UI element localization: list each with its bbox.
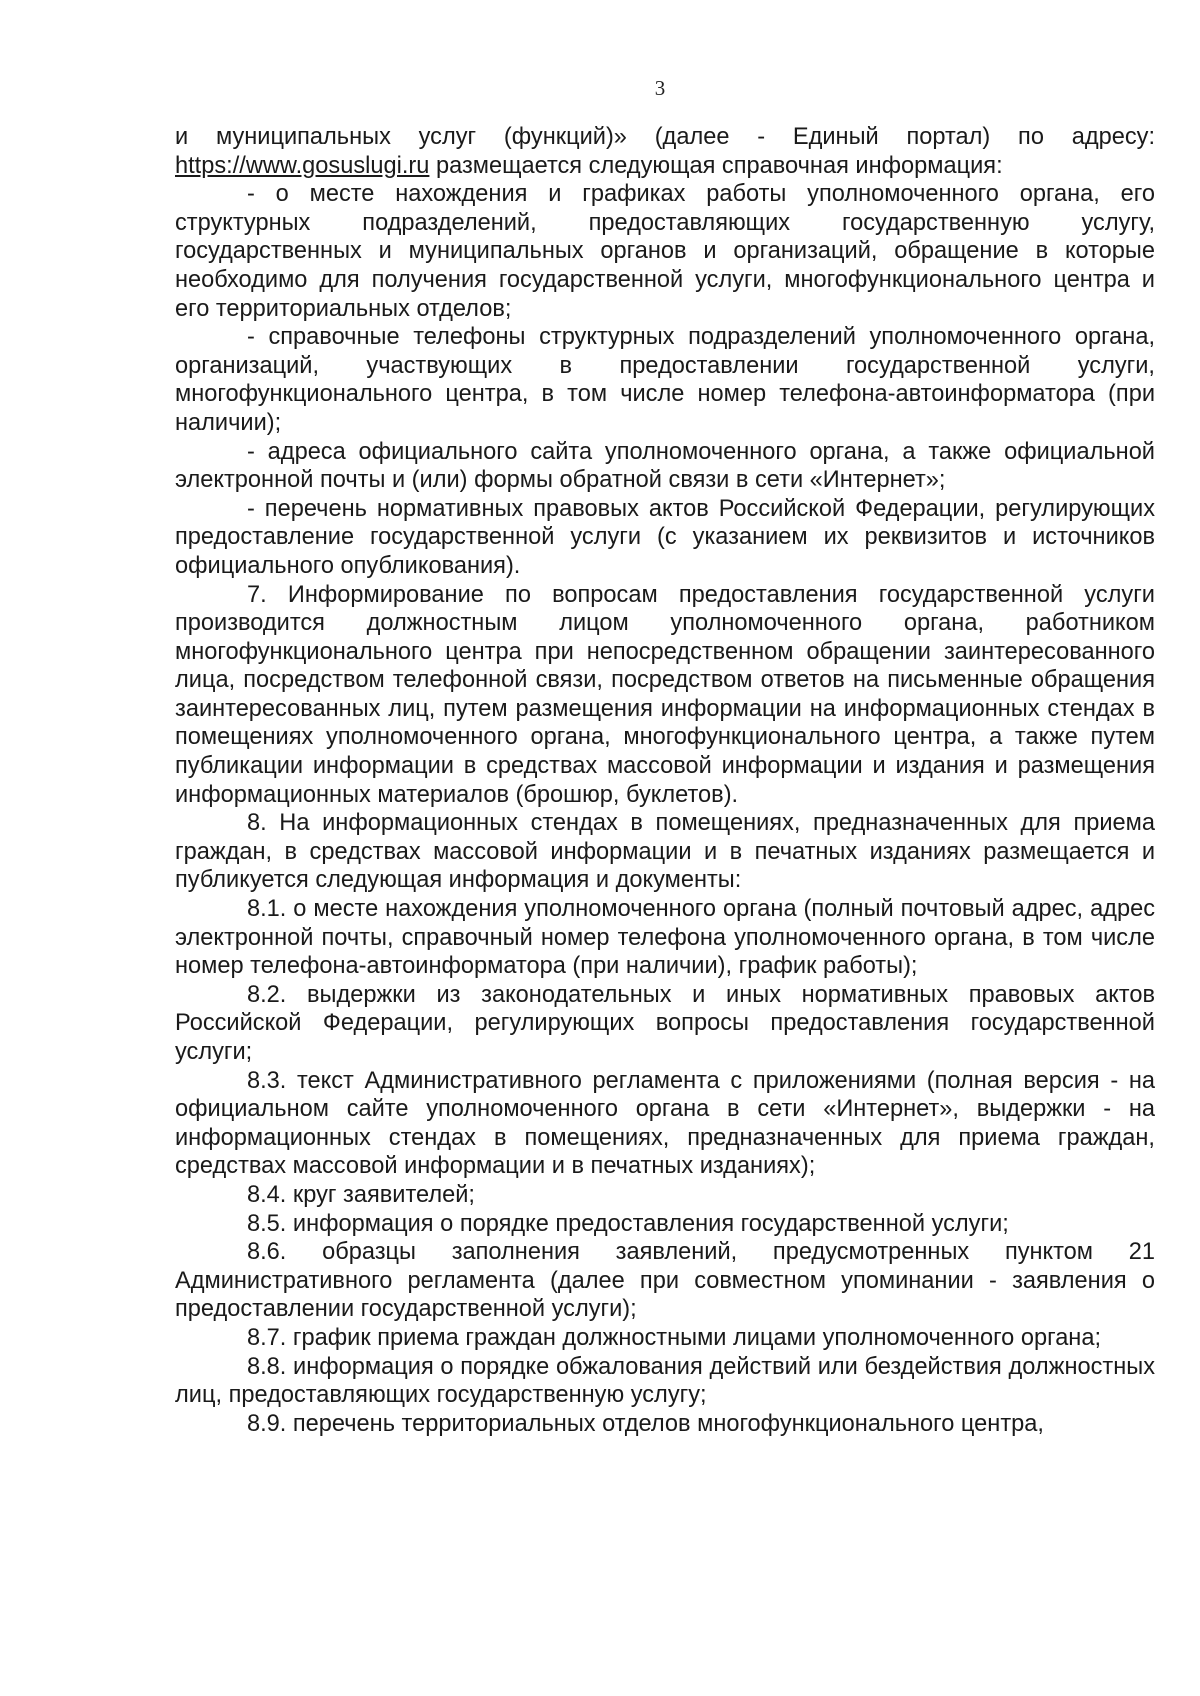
paragraph-8-8: 8.8. информация о порядке обжалования действий или бездействия должностных лиц, предоставляющих государственную услугу; [175, 1353, 1155, 1409]
paragraph-location-info: - о месте нахождения и графиках работы уполномоченного органа, его структурных подразделений, предоставляющих государственную услугу, государственных и муниципальных органов и организаций, обращение в которые необходимо для получения государственной услуги, многофункционального центра и его территориальных отделов; [175, 181, 1155, 322]
document-body [175, 123, 1155, 1438]
paragraph-website-info: - адреса официального сайта уполномоченного органа, а также официальной электронной почты и (или) формы обратной связи в сети «Интернет»; [175, 438, 1155, 494]
paragraph-phones-info: - справочные телефоны структурных подразделений уполномоченного органа, организаций, участвующих в предоставлении государственной услуги, многофункционального центра, в том числе номер телефона-автоинформатора (при наличии); [175, 324, 1155, 436]
intro-paragraph [175, 123, 1155, 180]
paragraph-8-1: 8.1. о месте нахождения уполномоченного органа (полный почтовый адрес, адрес электронной почты, справочный номер телефона уполномоченного органа, в том числе номер телефона-автоинформатора (при наличии), график работы); [175, 896, 1155, 980]
paragraph-8-3: 8.3. текст Административного регламента с приложениями (полная версия - на официальном сайте уполномоченного органа в сети «Интернет», выдержки - на информационных стендах в помещениях, предназначенных для приема граждан, средствах массовой информации и в печатных изданиях); [175, 1067, 1155, 1180]
paragraph-8-9: 8.9. перечень территориальных отделов многофункционального центра, [247, 1410, 1044, 1437]
paragraph-8-4: 8.4. круг заявителей; [247, 1181, 475, 1208]
paragraph-8-2: 8.2. выдержки из законодательных и иных нормативных правовых актов Российской Федерации, регулирующих вопросы предоставления государственной услуги; [175, 981, 1155, 1065]
paragraph-7: 7. Информирование по вопросам предоставления государственной услуги производится должностным лицом уполномоченного органа, работником многофункционального центра при непосредственном обращении заинтересованного лица, посредством телефонной связи, посредством ответов на письменные обращения заинтересованных лиц, путем размещения информации на информационных стендах в помещениях уполномоченного органа, многофункционального центра, а также путем публикации информации в средствах массовой информации и издания и размещения информационных материалов (брошюр, буклетов). [175, 581, 1155, 808]
intro-text-after-link: размещается следующая справочная информация: [429, 152, 1003, 179]
paragraph-8-6: 8.6. образцы заполнения заявлений, предусмотренных пунктом 21 Административного регламента (далее при совместном упоминании - заявления о предоставлении государственной услуги); [175, 1239, 1155, 1323]
paragraph-8-5: 8.5. информация о порядке предоставления государственной услуги; [247, 1210, 1009, 1237]
gosuslugi-link[interactable]: https://www.gosuslugi.ru [175, 152, 430, 179]
page-number: 3 [654, 76, 666, 100]
paragraph-legal-acts-info: - перечень нормативных правовых актов Российской Федерации, регулирующих предоставление государственной услуги (с указанием их реквизитов и источников официального опубликования). [175, 495, 1155, 579]
paragraph-8-7: 8.7. график приема граждан должностными лицами уполномоченного органа; [247, 1324, 1102, 1351]
intro-text-before-link: и муниципальных услуг (функций)» (далее - Единый портал) по адресу: [175, 124, 1155, 150]
paragraph-8: 8. На информационных стендах в помещениях, предназначенных для приема граждан, в средствах массовой информации и в печатных изданиях размещается и публикуется следующая информация и документы: [175, 810, 1155, 894]
